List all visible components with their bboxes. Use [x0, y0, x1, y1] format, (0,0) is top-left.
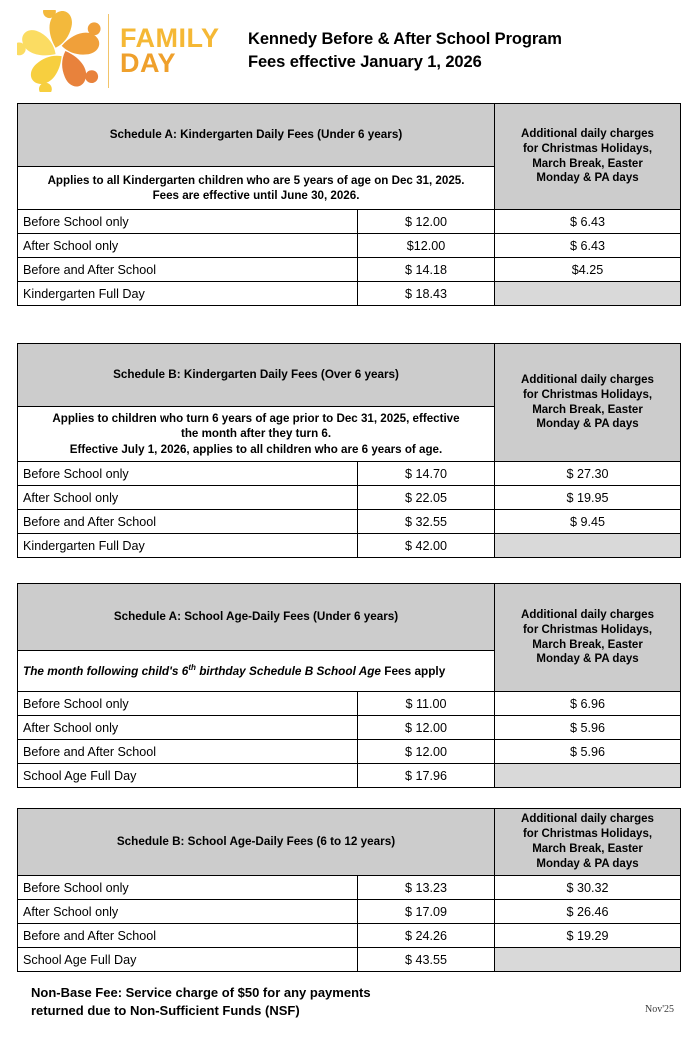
non-base-fee-note-line-1: Non-Base Fee: Service charge of $50 for any payments: [31, 985, 371, 1000]
table-header-row: [18, 344, 681, 407]
row-label: After School only: [18, 900, 358, 924]
document-header: [17, 8, 680, 93]
table-title-cell: Schedule B: Kindergarten Daily Fees (Over 6 years): [18, 344, 495, 407]
table-row: [18, 462, 681, 486]
table-row: [18, 900, 681, 924]
table-row: [18, 924, 681, 948]
table-header-row: [18, 104, 681, 167]
table-note-cell: [18, 167, 495, 210]
extra-header-line-3: March Break, Easter: [532, 843, 643, 855]
extra-header-line-2: for Christmas Holidays,: [522, 388, 653, 401]
logo-wordmark: [120, 22, 220, 78]
extra-header-line-2: for Christmas Holidays,: [522, 623, 653, 636]
additional-charges-header-cell: [495, 809, 681, 876]
extra-header-line-1: Additional daily charges: [521, 127, 654, 140]
row-extra-shaded: [495, 282, 681, 306]
page-title: [248, 28, 680, 74]
logo-word-day: DAY: [120, 47, 177, 78]
row-price: $ 18.43: [358, 282, 495, 306]
row-label: School Age Full Day: [18, 948, 358, 972]
additional-charges-header-cell: [495, 584, 681, 692]
extra-header-line-3: March Break, Easter: [532, 403, 643, 416]
row-price: $ 24.26: [358, 924, 495, 948]
note-line-2: Fees are effective until June 30, 2026.: [152, 189, 360, 202]
row-label: Before School only: [18, 210, 358, 234]
row-extra: $ 30.32: [495, 876, 681, 900]
row-price: $ 17.09: [358, 900, 495, 924]
row-extra: $ 19.29: [495, 924, 681, 948]
row-label: After School only: [18, 486, 358, 510]
row-label: Before School only: [18, 462, 358, 486]
row-label: Before School only: [18, 692, 358, 716]
extra-header-line-4: Monday & PA days: [536, 653, 639, 666]
note-line-1: Applies to children who turn 6 years of age prior to Dec 31, 2025, effective: [52, 411, 460, 425]
row-price: $ 32.55: [358, 510, 495, 534]
row-price: $ 12.00: [358, 740, 495, 764]
additional-charges-header-cell: [495, 104, 681, 210]
extra-header-line-4: Monday & PA days: [536, 857, 639, 870]
table-row: [18, 740, 681, 764]
family-day-pinwheel-logo-icon: [17, 10, 103, 92]
table-row: [18, 534, 681, 558]
row-price: $ 17.96: [358, 764, 495, 788]
row-price: $ 14.70: [358, 462, 495, 486]
row-price: $ 12.00: [358, 210, 495, 234]
row-label: Before and After School: [18, 258, 358, 282]
non-base-fee-note-line-2: returned due to Non-Sufficient Funds (NSF): [31, 1003, 300, 1019]
row-extra-shaded: [495, 764, 681, 788]
row-extra: $4.25: [495, 258, 681, 282]
row-label: Kindergarten Full Day: [18, 282, 358, 306]
table-title-cell: Schedule A: School Age-Daily Fees (Under 6 years): [18, 584, 495, 651]
row-extra-shaded: [495, 534, 681, 558]
revision-date: Nov'25: [644, 1004, 674, 1015]
table-row: [18, 948, 681, 972]
note-line-3: Effective July 1, 2026, applies to all children who are 6 years of age.: [69, 442, 443, 456]
row-extra: $ 6.96: [495, 692, 681, 716]
row-label: Before and After School: [18, 510, 358, 534]
row-price: $ 14.18: [358, 258, 495, 282]
row-label: School Age Full Day: [18, 764, 358, 788]
table-row: [18, 510, 681, 534]
table-row: [18, 210, 681, 234]
table-header-row: [18, 809, 681, 876]
family-day-logo: [17, 10, 222, 92]
row-label: Kindergarten Full Day: [18, 534, 358, 558]
fee-table-schedule-b-kindergarten-over-6: [17, 343, 681, 558]
extra-header-line-1: Additional daily charges: [521, 608, 654, 621]
row-label: Before School only: [18, 876, 358, 900]
document-footer: [17, 984, 680, 1021]
row-extra: $ 27.30: [495, 462, 681, 486]
table-row: [18, 282, 681, 306]
row-price: $ 13.23: [358, 876, 495, 900]
table-row: [18, 764, 681, 788]
extra-header-line-4: Monday & PA days: [536, 172, 639, 185]
row-label: After School only: [18, 716, 358, 740]
non-base-fee-note: [17, 984, 371, 1021]
table-note-cell: [18, 407, 495, 462]
table-row: [18, 258, 681, 282]
extra-header-line-2: for Christmas Holidays,: [522, 142, 653, 155]
note-line-2: the month after they turn 6.: [180, 427, 332, 441]
row-price: $ 12.00: [358, 716, 495, 740]
table-title-cell: Schedule A: Kindergarten Daily Fees (Under 6 years): [18, 104, 495, 167]
row-label: Before and After School: [18, 924, 358, 948]
additional-charges-header-cell: [495, 344, 681, 462]
row-extra: $ 5.96: [495, 740, 681, 764]
note-upright-suffix: Fees apply: [381, 663, 446, 678]
logo-word-family: FAMILY: [120, 22, 220, 53]
row-extra: $ 6.43: [495, 210, 681, 234]
extra-header-line-4: Monday & PA days: [536, 418, 639, 431]
fee-table-schedule-a-school-age-under-6: [17, 583, 681, 788]
note-line-1: Applies to all Kindergarten children who are 5 years of age on Dec 31, 2025.: [47, 173, 465, 187]
row-extra-shaded: [495, 948, 681, 972]
extra-header-line-1: Additional daily charges: [521, 813, 654, 826]
extra-header-line-3: March Break, Easter: [532, 638, 643, 651]
row-extra: $ 5.96: [495, 716, 681, 740]
row-extra: $ 9.45: [495, 510, 681, 534]
row-price: $ 11.00: [358, 692, 495, 716]
row-price: $ 42.00: [358, 534, 495, 558]
table-row: [18, 876, 681, 900]
extra-header-line-2: for Christmas Holidays,: [522, 828, 653, 841]
table-header-row: [18, 584, 681, 651]
table-row: [18, 692, 681, 716]
row-price: $12.00: [358, 234, 495, 258]
row-extra: $ 6.43: [495, 234, 681, 258]
table-row: [18, 234, 681, 258]
page-title-line-2: Fees effective January 1, 2026: [248, 52, 482, 71]
note-ordinal-suffix: th: [188, 662, 196, 672]
row-label: Before and After School: [18, 740, 358, 764]
row-extra: $ 19.95: [495, 486, 681, 510]
table-row: [18, 716, 681, 740]
fee-table-schedule-a-kindergarten-under-6: [17, 103, 681, 306]
note-italic-mid: birthday Schedule B School Age: [195, 663, 381, 678]
extra-header-line-3: March Break, Easter: [532, 157, 643, 170]
row-price: $ 43.55: [358, 948, 495, 972]
table-title-cell: Schedule B: School Age-Daily Fees (6 to 12 years): [18, 809, 495, 876]
table-row: [18, 486, 681, 510]
row-label: After School only: [18, 234, 358, 258]
row-extra: $ 26.46: [495, 900, 681, 924]
fee-table-schedule-b-school-age-6-to-12: [17, 808, 681, 972]
note-italic-prefix: The month following child's 6: [23, 663, 189, 678]
row-price: $ 22.05: [358, 486, 495, 510]
table-note-cell: [18, 651, 495, 692]
extra-header-line-1: Additional daily charges: [521, 373, 654, 386]
logo-divider: [108, 14, 109, 88]
page-title-line-1: Kennedy Before & After School Program: [248, 29, 562, 48]
